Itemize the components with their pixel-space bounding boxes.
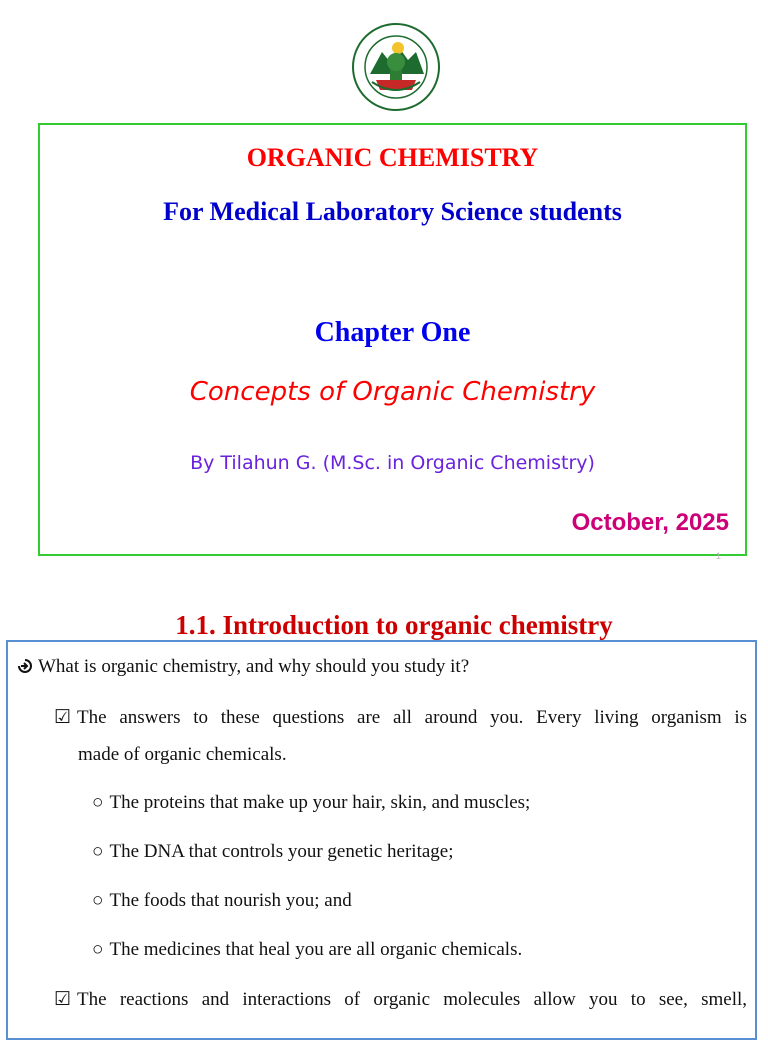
slide-date: October, 2025 [571,509,729,536]
course-title: ORGANIC CHEMISTRY [246,143,539,172]
question-bullet [18,656,469,678]
page-number: 1 [716,551,722,561]
question-text: What is organic chemistry, and why should you study it? [38,656,470,677]
list-item: ○ The proteins that make up your hair, skin, and muscles; [92,792,531,813]
answer2-line1 [54,988,747,1011]
list-item: ○ The foods that nourish you; and [92,890,352,911]
circle-bullet-icon: ○ [92,792,104,813]
answer2-text: The reactions and interactions of organic molecules allow you to see, smell, [77,989,748,1010]
circle-bullet-icon: ○ [92,890,104,911]
chapter-number: Chapter One [314,317,471,348]
answer1-text: The answers to these questions are all around you. Every living organism is [77,707,748,728]
content-slide [6,640,757,1040]
chapter-title: Concepts of Organic Chemistry [189,377,596,407]
circle-bullet-icon: ○ [92,841,104,862]
author-line: By Tilahun G. (M.Sc. in Organic Chemistry) [190,452,595,474]
answer1-line1 [54,706,747,729]
answer1-line2: made of organic chemicals. [78,744,287,765]
university-logo [346,22,446,112]
circle-bullet-icon: ○ [92,939,104,960]
list-item: ○ The DNA that controls your genetic heritage; [92,841,454,862]
course-subtitle: For Medical Laboratory Science students [163,197,622,226]
arrow-bullet-icon [18,656,32,678]
checkbox-icon: ☑ [54,989,72,1010]
section-title: 1.1. Introduction to organic chemistry [175,610,613,640]
list-item: ○ The medicines that heal you are all organic chemicals. [92,939,523,960]
title-slide [38,123,747,561]
checkbox-icon: ☑ [54,707,72,728]
